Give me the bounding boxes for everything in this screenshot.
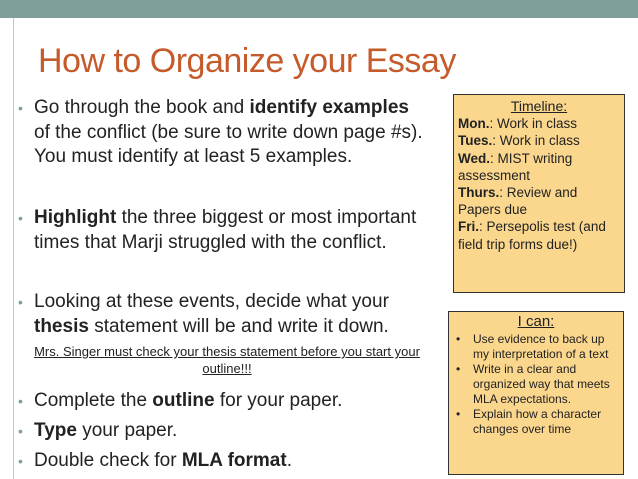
i-can-item — [453, 407, 619, 437]
bullet-text: your paper. — [76, 420, 178, 441]
i-can-box — [448, 311, 624, 475]
bullet-item-thesis — [18, 290, 438, 339]
timeline-text: : Work in class — [489, 116, 578, 132]
bullet-bold-text: outline — [152, 390, 215, 411]
bullet-bold-text: thesis — [34, 315, 89, 337]
bullet-bold-text: Highlight — [34, 207, 117, 228]
timeline-text: : Work in class — [492, 133, 580, 149]
bullet-item-mla — [18, 449, 438, 474]
bullet-item-type — [18, 419, 438, 444]
bullet-dot-icon: • — [18, 453, 23, 469]
teacher-note: Mrs. Singer must check your thesis statement before you start your outline!!! — [34, 344, 420, 376]
bullet-text: Go through the book and — [34, 97, 250, 118]
bullet-dot-icon: • — [18, 210, 23, 226]
timeline-row-tues — [458, 132, 620, 149]
timeline-text: : MIST writing assessment — [458, 150, 573, 183]
timeline-day: Thurs. — [458, 185, 500, 201]
timeline-day: Fri. — [458, 219, 480, 235]
bullet-item-identify — [18, 96, 428, 170]
bullet-text: statement will be and write it down. — [88, 315, 389, 337]
slide-left-rule — [13, 18, 14, 479]
bullet-dot-icon: • — [18, 393, 23, 409]
i-can-text: Use evidence to back up my interpretation of a text — [473, 332, 609, 361]
bullet-text: of the conflict (be sure to write down page #s). You must identify at least 5 examples. — [34, 121, 423, 167]
i-can-text: Write in a clear and organized way that meets MLA expectations. — [473, 362, 610, 406]
bullet-dot-icon: • — [456, 407, 461, 421]
timeline-text: : Persepolis test (and field trip forms due!) — [458, 219, 606, 252]
i-can-text: Explain how a character changes over time — [473, 407, 602, 436]
bullet-text: for your paper. — [214, 390, 343, 411]
bullet-text: . — [286, 450, 292, 471]
i-can-heading: I can: — [517, 313, 555, 330]
bullet-item-highlight — [18, 206, 418, 255]
slide-title: How to Organize your Essay — [38, 42, 456, 80]
timeline-text: : Review and Papers due — [458, 185, 578, 218]
i-can-item — [453, 362, 619, 407]
timeline-day: Wed. — [458, 150, 491, 166]
timeline-day: Mon. — [458, 116, 490, 132]
timeline-heading: Timeline: — [510, 98, 568, 114]
slide-top-bar — [0, 0, 638, 18]
bullet-dot-icon: • — [18, 423, 23, 439]
bullet-text: Double check for — [34, 450, 182, 471]
timeline-day: Tues. — [458, 133, 493, 149]
bullet-text: Complete the — [34, 390, 153, 411]
bullet-item-outline — [18, 389, 438, 414]
timeline-row-wed — [458, 150, 620, 184]
bullet-dot-icon: • — [18, 100, 23, 116]
bullet-dot-icon: • — [456, 362, 461, 376]
timeline-row-mon — [458, 115, 620, 132]
bullet-bold-text: identify examples — [249, 97, 409, 118]
timeline-row-fri — [458, 218, 620, 252]
timeline-box — [453, 94, 625, 293]
bullet-bold-text: Type — [34, 420, 77, 441]
bullet-dot-icon: • — [456, 332, 461, 346]
i-can-item — [453, 332, 619, 362]
timeline-row-thurs — [458, 184, 620, 218]
bullet-dot-icon: • — [18, 294, 23, 310]
bullet-text: Looking at these events, decide what your — [34, 291, 389, 312]
bullet-text: the three biggest or most important times that Marji struggled with the conflict. — [34, 207, 417, 253]
bullet-bold-text: MLA format — [181, 450, 287, 471]
